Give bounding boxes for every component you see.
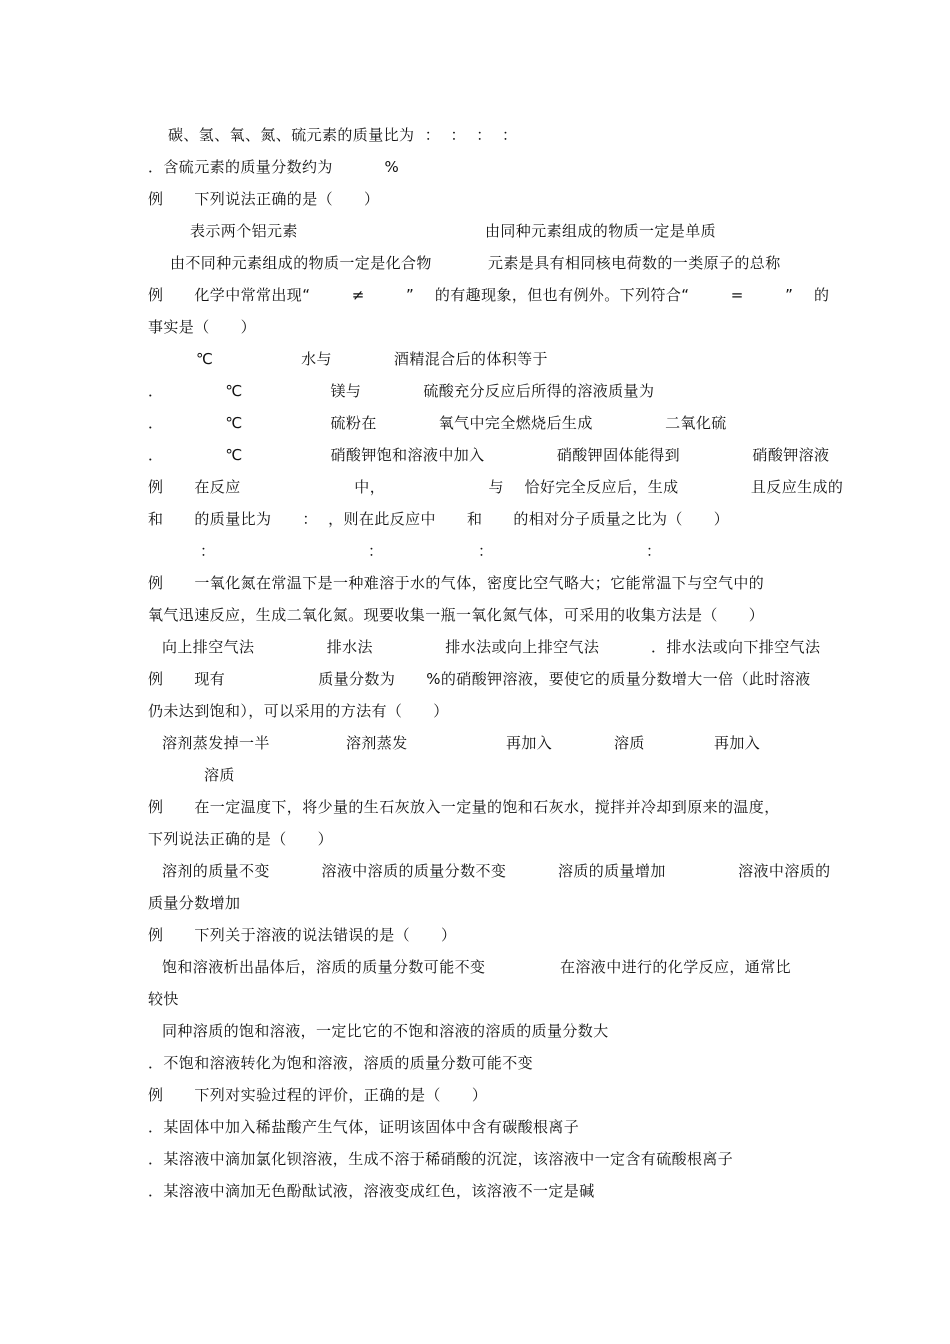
question-stem: 例 在反应 中， 与 恰好完全反应后，生成 且反应生成的 <box>148 478 844 496</box>
option-d: ： <box>646 542 662 560</box>
option-b: 在溶液中进行的化学反应，通常比 <box>560 958 792 976</box>
question-stem: 例 下列关于溶液的说法错误的是（ ） <box>148 926 457 944</box>
option-d: 元素是具有相同核电荷数的一类原子的总称 <box>488 254 781 272</box>
option-a: 表示两个铝元素 <box>190 222 298 240</box>
option-b: ： <box>368 542 384 560</box>
option-b: 由同种元素组成的物质一定是单质 <box>485 222 717 240</box>
text-line: 碳、氢、氧、氮、硫元素的质量比为 ： ： ： ： <box>168 126 518 144</box>
option-d: 再加入 <box>714 734 761 752</box>
question-stem: 例 一氧化氮在常温下是一种难溶于水的气体，密度比空气略大；它能常温下与空气中的 <box>148 574 765 592</box>
option-d-tail: 溶质 <box>204 766 235 784</box>
option-a: ： <box>200 542 216 560</box>
option-d: ． ℃ 硝酸钾饱和溶液中加入 硝酸钾固体能得到 硝酸钾溶液 <box>148 446 830 464</box>
question-stem: 氧气迅速反应，生成二氧化氮。现要收集一瓶一氧化氮气体，可采用的收集方法是（ ） <box>148 606 765 624</box>
option-b: ． ℃ 镁与 硫酸充分反应后所得的溶液质量为 <box>148 382 655 400</box>
option-c: 同种溶质的饱和溶液，一定比它的不饱和溶液的溶质的质量分数大 <box>162 1022 609 1040</box>
question-stem: 仍未达到饱和），可以采用的方法有（ ） <box>148 702 449 720</box>
option-b: ．某溶液中滴加氯化钡溶液，生成不溶于稀硝酸的沉淀，该溶液中一定含有硫酸根离子 <box>148 1150 734 1168</box>
options-line: 溶剂的质量不变 溶液中溶质的质量分数不变 溶质的质量增加 溶液中溶质的 <box>162 862 831 880</box>
option-a: ℃ 水与 酒精混合后的体积等于 <box>196 350 548 368</box>
question-stem: 下列说法正确的是（ ） <box>148 830 334 848</box>
question-stem: 例 下列对实验过程的评价，正确的是（ ） <box>148 1086 488 1104</box>
option-c: 由不同种元素组成的物质一定是化合物 <box>170 254 432 272</box>
option-d: ．不饱和溶液转化为饱和溶液，溶质的质量分数可能不变 <box>148 1054 534 1072</box>
option-c: ： <box>478 542 494 560</box>
option-c-tail: 溶质 <box>614 734 645 752</box>
text-line: ．含硫元素的质量分数约为 % <box>148 158 400 176</box>
question-stem: 例 下列说法正确的是（ ） <box>148 190 380 208</box>
options-line: 质量分数增加 <box>148 894 241 912</box>
option-a: 饱和溶液析出晶体后，溶质的质量分数可能不变 <box>162 958 486 976</box>
option-a: 溶剂蒸发掉一半 <box>162 734 270 752</box>
options-line: 向上排空气法 排水法 排水法或向上排空气法 ．排水法或向下排空气法 <box>162 638 821 656</box>
option-c: ． ℃ 硫粉在 氧气中完全燃烧后生成 二氧化硫 <box>148 414 727 432</box>
question-stem: 例 化学中常常出现“ ≠ ” 的有趣现象，但也有例外。下列符合“ = ” 的 <box>148 286 830 304</box>
option-b: 溶剂蒸发 <box>346 734 408 752</box>
question-stem: 例 现有 质量分数为 %的硝酸钾溶液，要使它的质量分数增大一倍（此时溶液 <box>148 670 811 688</box>
option-b-tail: 较快 <box>148 990 179 1008</box>
question-stem: 例 在一定温度下，将少量的生石灰放入一定量的饱和石灰水，搅拌并冷却到原来的温度， <box>148 798 780 816</box>
question-stem: 事实是（ ） <box>148 318 257 336</box>
option-c: ．某溶液中滴加无色酚酞试液，溶液变成红色，该溶液不一定是碱 <box>148 1182 595 1200</box>
question-stem: 和 的质量比为 ： ，则在此反应中 和 的相对分子质量之比为（ ） <box>148 510 730 528</box>
option-c: 再加入 <box>506 734 553 752</box>
option-a: ．某固体中加入稀盐酸产生气体，证明该固体中含有碳酸根离子 <box>148 1118 580 1136</box>
